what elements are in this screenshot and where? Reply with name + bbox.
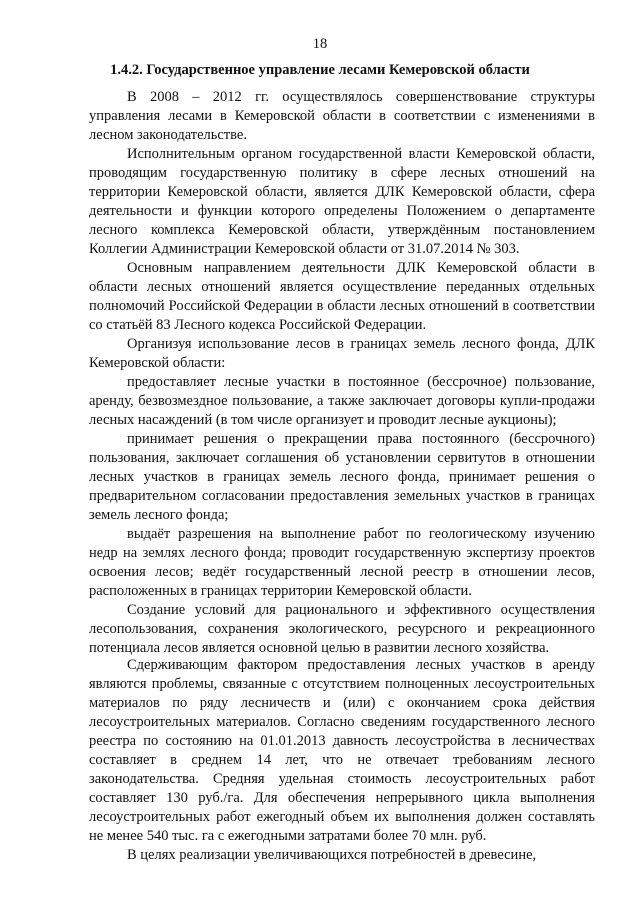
- paragraph-executive-body: Исполнительным органом государственной власти Кемеровской области, проводящим государственную политику в сфере лесных отношений на территории Кемеровской области, является ДЛК Кемеровской области, сфера деятельности и функции которого определены Положением о департаменте лесного комплекса Кемеровской области, утверждённым постановлением Коллегии Администрации Кемеровской области от 31.07.2014 № 303.: [89, 146, 595, 257]
- paragraph-main-goal: Создание условий для рационального и эффективного осуществления лесопользования, сохранения экологического, ресурсного и рекреационного потенциала лесов является основной целью в развитии лесного хозяйства.: [89, 602, 595, 656]
- paragraph-takes-decisions: принимает решения о прекращении права постоянного (бессрочного) пользования, заключает соглашения об установлении сервитутов в отношении лесных участков в границах земель лесного фонда, принимает решения о предварительном согласовании предоставления земельных участков в границах земель лесного фонда;: [89, 431, 595, 523]
- body-text-block-top: [89, 88, 595, 658]
- paragraph-restraining-factor: Сдерживающим фактором предоставления лесных участков в аренду являются проблемы, связанные с отсутствием полноценных лесоустроительных материалов по ряду лесничеств и (или) с окончанием срока действия лесоустроительных материалов. Согласно сведениям государственного лесного реестра по состоянию на 01.01.2013 давность лесоустройства в лесничествах составляет в среднем 14 лет, что не отвечает требованиям лесного законодательства. Средняя удельная стоимость лесоустроительных работ составляет 130 руб./га. Для обеспечения непрерывного цикла выполнения лесоустроительных работ ежегодный объем их выполнения должен составлять не менее 540 тыс. га с ежегодными затратами более 70 млн. руб.: [89, 657, 595, 844]
- paragraph-issues-permits: выдаёт разрешения на выполнение работ по геологическому изучению недр на землях лесного фонда; проводит государственную экспертизу проектов освоения лесов; ведёт государственный лесной реестр в отношении лесов, расположенных в границах территории Кемеровской области.: [89, 526, 595, 599]
- paragraph-timber-demand: В целях реализации увеличивающихся потребностей в древесине,: [127, 847, 537, 863]
- body-text-block-bottom: [89, 656, 595, 865]
- section-heading: 1.4.2. Государственное управление лесами Кемеровской области: [110, 62, 530, 78]
- paragraph-organizing-use: Организуя использование лесов в границах земель лесного фонда, ДЛК Кемеровской области:: [89, 336, 595, 371]
- paragraph-main-direction: Основным направлением деятельности ДЛК Кемеровской области в области лесных отношений является осуществление переданных отдельных полномочий Российской Федерации в области лесных отношений в соответствии со статьёй 83 Лесного кодекса Российской Федерации.: [89, 260, 595, 333]
- paragraph-provides-plots: предоставляет лесные участки в постоянное (бессрочное) пользование, аренду, безвозмездное пользование, а также заключает договоры купли-продажи лесных насаждений (в том числе организует и проводит лесные аукционы);: [89, 374, 595, 428]
- paragraph-restructuring: В 2008 – 2012 гг. осуществлялось совершенствование структуры управления лесами в Кемеровской области в соответствии с изменениями в лесном законодательстве.: [89, 89, 595, 143]
- page-number: 18: [312, 36, 328, 52]
